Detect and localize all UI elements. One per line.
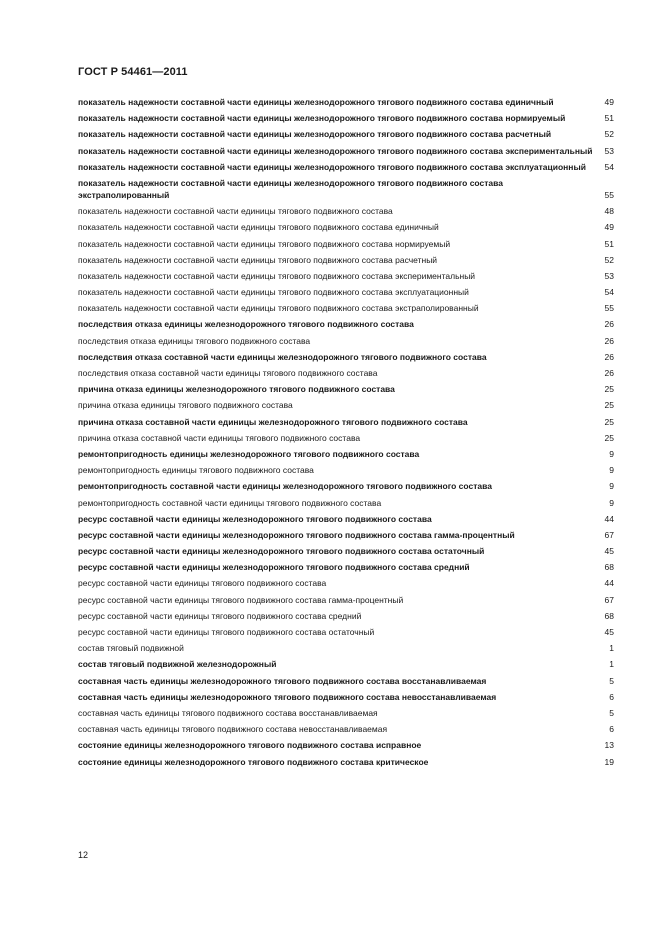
index-page-number: 6 (609, 724, 614, 735)
index-term: ресурс составной части единицы железнодорожного тягового подвижного состава остаточный (78, 546, 485, 557)
index-term: составная часть единицы тягового подвижного состава невосстанавливаемая (78, 724, 388, 735)
index-term: ресурс составной части единицы тягового подвижного состава (78, 578, 327, 589)
index-entry (78, 432, 614, 444)
index-entry (78, 351, 614, 363)
index-term: причина отказа единицы тягового подвижного состава (78, 400, 293, 411)
index-term: составная часть единицы железнодорожного тягового подвижного состава невосстанавливаемая (78, 691, 497, 702)
index-page-number: 49 (604, 222, 614, 233)
index-entry (78, 464, 614, 476)
index-term: причина отказа единицы железнодорожного тягового подвижного состава (78, 384, 395, 395)
index-entry (78, 497, 614, 509)
index-entry (78, 723, 614, 735)
index-entry (78, 221, 614, 233)
page-number: 12 (78, 850, 89, 860)
index-page-number: 9 (609, 448, 614, 459)
index-page-number: 6 (609, 691, 614, 702)
index-entry (78, 577, 614, 589)
index-term: ресурс составной части единицы железнодорожного тягового подвижного состава средний (78, 562, 470, 573)
index-page-number: 25 (604, 400, 614, 411)
index-entry (78, 529, 614, 541)
index-term: состояние единицы железнодорожного тягового подвижного состава исправное (78, 740, 422, 751)
index-entry (78, 626, 614, 638)
index-page-number: 26 (604, 368, 614, 378)
index-entry (78, 739, 614, 751)
index-term: причина отказа составной части единицы тягового подвижного состава (78, 432, 361, 443)
index-entry (78, 177, 614, 201)
index-page-number: 9 (609, 481, 614, 492)
index-page-number: 25 (604, 416, 614, 427)
index-entry (78, 128, 614, 140)
index-term: состояние единицы железнодорожного тягового подвижного состава критическое (78, 756, 429, 767)
index-term: последствия отказа единицы тягового подвижного состава (78, 335, 311, 346)
index-term: состав тяговый подвижной (78, 643, 184, 654)
index-entry (78, 448, 614, 460)
index-entry (78, 610, 614, 622)
index-page-number: 44 (604, 578, 614, 589)
index-term: составная часть единицы железнодорожного тягового подвижного состава восстанавливаемая (78, 675, 487, 686)
index-term: показатель надежности составной части единицы тягового подвижного состава экспериментальный (78, 270, 476, 281)
index-entry (78, 254, 614, 266)
index-term: ремонтопригодность составной части единицы железнодорожного тягового подвижного состава (78, 481, 492, 492)
index-entry (78, 756, 614, 768)
index-term: показатель надежности составной части единицы железнодорожного тягового подвижного состава экстраполированный (78, 177, 503, 200)
index-page-number: 52 (604, 129, 614, 140)
index-entry (78, 145, 614, 157)
index-term: состав тяговый подвижной железнодорожный (78, 659, 277, 670)
index-page-number: 26 (604, 335, 614, 346)
index-page-number: 9 (609, 497, 614, 508)
index-entry (78, 302, 614, 314)
index-entry (78, 270, 614, 282)
index-entry (78, 335, 614, 347)
index-term: показатель надежности составной части единицы тягового подвижного состава эксплуатационный (78, 287, 469, 298)
index-term: показатель надежности составной части единицы тягового подвижного состава (78, 206, 393, 217)
index-page-number: 67 (604, 529, 614, 540)
index-entry (78, 399, 614, 411)
index-entry (78, 96, 614, 108)
index-term: показатель надежности составной части единицы тягового подвижного состава единичный (78, 222, 439, 233)
index-page-number: 55 (604, 303, 614, 314)
index-term: последствия отказа составной части единицы железнодорожного тягового подвижного состава (78, 351, 487, 362)
index-page-number: 55 (604, 189, 614, 200)
index-page-number: 53 (604, 145, 614, 156)
index-page-number: 26 (604, 319, 614, 330)
index-entry (78, 691, 614, 703)
index-entry (78, 513, 614, 525)
index-page-number: 68 (604, 610, 614, 621)
index-term: показатель надежности составной части единицы железнодорожного тягового подвижного состава эксплуатационный (78, 161, 586, 172)
index-page-number: 9 (609, 465, 614, 476)
index-entry (78, 367, 614, 379)
index-page-number: 67 (604, 594, 614, 605)
index-term: последствия отказа единицы железнодорожного тягового подвижного состава (78, 319, 414, 330)
index-term: ремонтопригодность единицы тягового подвижного состава (78, 465, 314, 476)
index-term: показатель надежности составной части единицы железнодорожного тягового подвижного состава нормируемый (78, 113, 566, 124)
index-term: показатель надежности составной части единицы тягового подвижного состава экстраполированный (78, 303, 479, 314)
index-term: ремонтопригодность составной части единицы тягового подвижного состава (78, 497, 382, 508)
index-page-number: 1 (609, 643, 614, 654)
index-page-number: 52 (604, 254, 614, 265)
index-term: ресурс составной части единицы железнодорожного тягового подвижного состава (78, 513, 432, 524)
index-page-number: 5 (609, 675, 614, 686)
index-term: причина отказа составной части единицы железнодорожного тягового подвижного состава (78, 416, 468, 427)
index-page-number: 26 (604, 351, 614, 362)
index-page-number: 54 (604, 161, 614, 172)
index-entry (78, 642, 614, 654)
index-page-number: 51 (604, 113, 614, 124)
index-term: ремонтопригодность единицы железнодорожного тягового подвижного состава (78, 448, 420, 459)
index-page-number: 68 (604, 562, 614, 573)
index-entry (78, 707, 614, 719)
index-entry (78, 112, 614, 124)
index-entry (78, 545, 614, 557)
index-page-number: 54 (604, 287, 614, 298)
index-entry (78, 480, 614, 492)
document-header: ГОСТ Р 54461—2011 (78, 66, 188, 78)
index-page-number: 49 (604, 97, 614, 107)
index-page-number: 13 (604, 740, 614, 751)
index-entry (78, 658, 614, 670)
index-term: показатель надежности составной части единицы тягового подвижного состава нормируемый (78, 238, 451, 249)
index-page-number: 45 (604, 627, 614, 637)
index-entry (78, 318, 614, 330)
index-page-number: 53 (604, 270, 614, 281)
index-entry (78, 594, 614, 606)
index-entry (78, 286, 614, 298)
index-page-number: 25 (604, 432, 614, 443)
index-term: ресурс составной части единицы тягового подвижного состава средний (78, 610, 362, 621)
index-term: показатель надежности составной части единицы железнодорожного тягового подвижного состава экспериментальный (78, 145, 593, 156)
index-page-number: 45 (604, 546, 614, 557)
index-page-number: 25 (604, 384, 614, 395)
index-page-number: 5 (609, 707, 614, 718)
index-term: составная часть единицы тягового подвижного состава восстанавливаемая (78, 707, 378, 718)
index-page-number: 19 (604, 756, 614, 767)
index-page-number: 1 (609, 659, 614, 670)
index-entry (78, 161, 614, 173)
alphabetical-index (78, 96, 614, 772)
index-term: показатель надежности составной части единицы железнодорожного тягового подвижного состава расчетный (78, 129, 552, 140)
index-term: ресурс составной части единицы тягового подвижного состава гамма-процентный (78, 594, 404, 605)
index-page-number: 51 (604, 238, 614, 249)
index-entry (78, 416, 614, 428)
index-entry (78, 561, 614, 573)
index-term: показатель надежности составной части единицы тягового подвижного состава расчетный (78, 254, 438, 265)
index-entry (78, 675, 614, 687)
index-entry (78, 238, 614, 250)
index-entry (78, 205, 614, 217)
index-page-number: 48 (604, 206, 614, 217)
index-entry (78, 383, 614, 395)
index-term: последствия отказа составной части единицы тягового подвижного состава (78, 368, 378, 378)
index-page-number: 44 (604, 513, 614, 524)
index-term: ресурс составной части единицы тягового подвижного состава остаточный (78, 627, 375, 637)
index-term: ресурс составной части единицы железнодорожного тягового подвижного состава гамма-процентный (78, 529, 515, 540)
index-term: показатель надежности составной части единицы железнодорожного тягового подвижного состава единичный (78, 97, 554, 107)
